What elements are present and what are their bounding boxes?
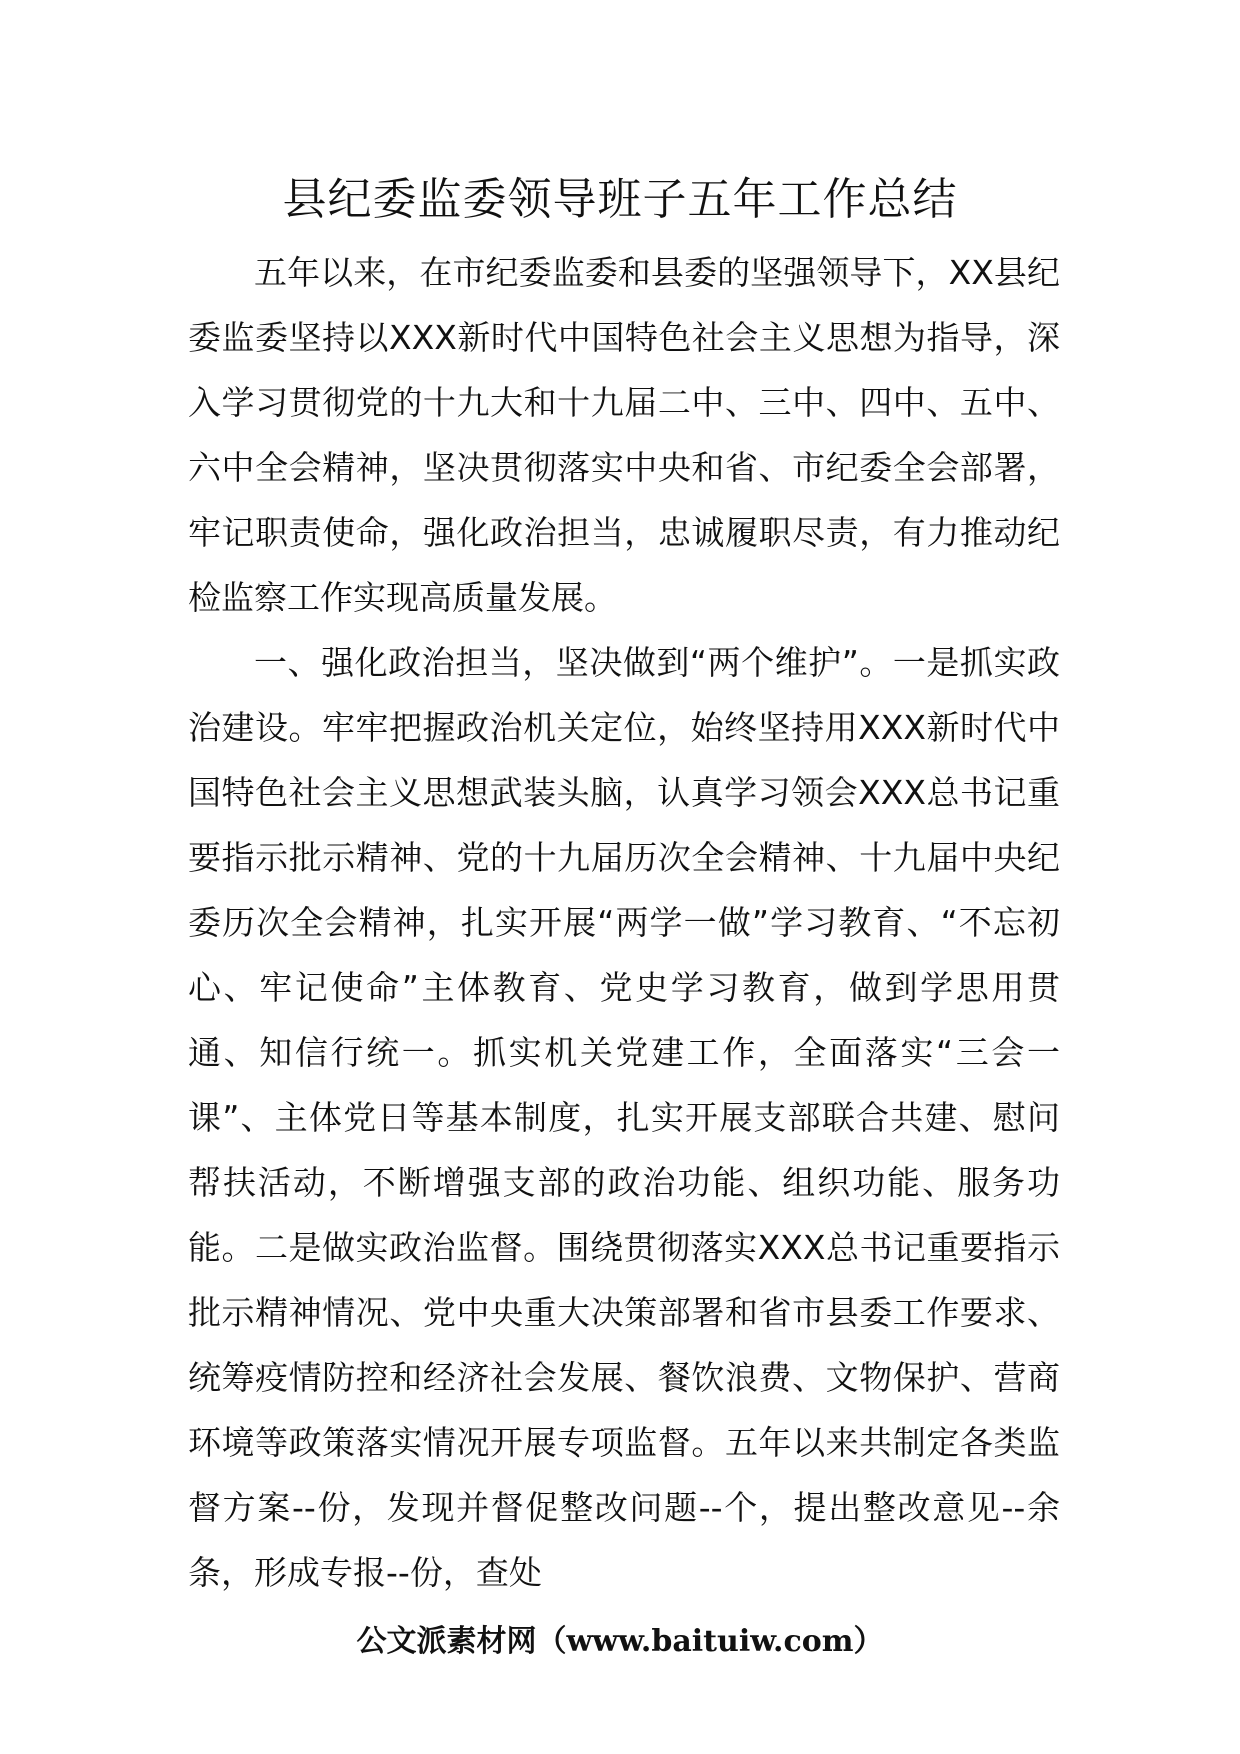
footer-watermark: 公文派素材网（www.baituiw.com） — [356, 1624, 884, 1659]
document-body — [188, 240, 1060, 1605]
paragraph-section-one: 一、强化政治担当，坚决做到“两个维护”。一是抓实政治建设。牢牢把握政治机关定位，始终坚持用XXX新时代中国特色社会主义思想武装头脑，认真学习领会XXX总书记重要指示批示精神、党的十九届历次全会精神、十九届中央纪委历次全会精神，扎实开展“两学一做”学习教育、“不忘初心、牢记使命”主体教育、党史学习教育，做到学思用贯通、知信行统一。抓实机关党建工作，全面落实“三会一课”、主体党日等基本制度，扎实开展支部联合共建、慰问帮扶活动，不断增强支部的政治功能、组织功能、服务功能。二是做实政治监督。围绕贯彻落实XXX总书记重要指示批示精神情况、党中央重大决策部署和省市县委工作要求、统筹疫情防控和经济社会发展、餐饮浪费、文物保护、营商环境等政策落实情况开展专项监督。五年以来共制定各类监督方案--份，发现并督促整改问题--个，提出整改意见--余条，形成专报--份，查处 — [188, 643, 1060, 1592]
document-title: 县纪委监委领导班子五年工作总结 — [282, 174, 958, 225]
paragraph-intro: 五年以来，在市纪委监委和县委的坚强领导下，XX县纪委监委坚持以XXX新时代中国特色社会主义思想为指导，深入学习贯彻党的十九大和十九届二中、三中、四中、五中、六中全会精神，坚决贯彻落实中央和省、市纪委全会部署，牢记职责使命，强化政治担当，忠诚履职尽责，有力推动纪检监察工作实现高质量发展。 — [188, 253, 1060, 617]
